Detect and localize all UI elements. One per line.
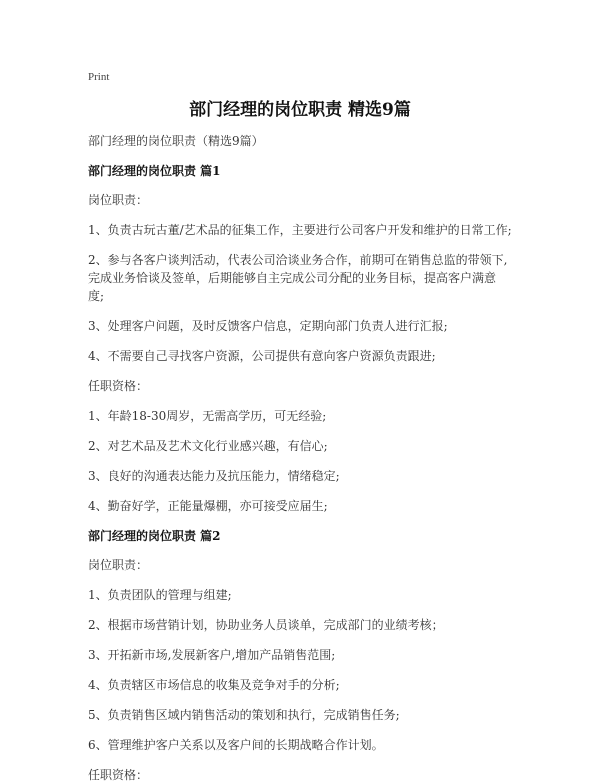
list-item: 3、开拓新市场,发展新客户,增加产品销售范围; <box>88 648 336 662</box>
list-item: 6、管理维护客户关系以及客户间的长期战略合作计划。 <box>88 738 384 752</box>
duties-label: 岗位职责： <box>88 193 149 207</box>
qualifications-label: 任职资格： <box>88 379 149 393</box>
list-item: 3、处理客户问题，及时反馈客户信息，定期向部门负责人进行汇报; <box>88 319 448 333</box>
list-item: 2、根据市场营销计划，协助业务人员谈单，完成部门的业绩考核； <box>88 618 444 632</box>
section-title: 部门经理的岗位职责 篇2 <box>88 529 221 543</box>
page-title: 部门经理的岗位职责 精选9篇 <box>189 100 411 120</box>
list-item: 3、良好的沟通表达能力及抗压能力，情绪稳定; <box>88 469 340 483</box>
list-item: 2、对艺术品及艺术文化行业感兴趣，有信心; <box>88 439 328 453</box>
duties-label: 岗位职责： <box>88 558 149 572</box>
list-item: 1、负责团队的管理与组建; <box>88 588 232 602</box>
list-item: 5、负责销售区域内销售活动的策划和执行，完成销售任务; <box>88 708 400 722</box>
section-title: 部门经理的岗位职责 篇1 <box>88 164 221 178</box>
list-item: 4、勤奋好学，正能量爆棚，亦可接受应届生; <box>88 499 328 513</box>
list-item: 2、参与各客户谈判活动，代表公司洽谈业务合作，前期可在销售总监的带领下,完成业务恰谈及签单，后期能够自主完成公司分配的业务目标，提高客户满意度; <box>88 253 508 303</box>
qualifications-label: 任职资格： <box>88 768 149 782</box>
list-item: 4、负责辖区市场信息的收集及竞争对手的分析; <box>88 678 340 692</box>
list-item: 1、负责古玩古董/艺术品的征集工作，主要进行公司客户开发和维护的日常工作; <box>88 223 512 237</box>
list-item: 1、年龄18-30周岁，无需高学历，可无经验; <box>88 409 327 423</box>
print-label[interactable]: Print <box>88 71 110 83</box>
list-item: 4、不需要自己寻找客户资源，公司提供有意向客户资源负责跟进; <box>88 349 436 363</box>
page-subtitle: 部门经理的岗位职责（精选9篇） <box>88 134 264 148</box>
